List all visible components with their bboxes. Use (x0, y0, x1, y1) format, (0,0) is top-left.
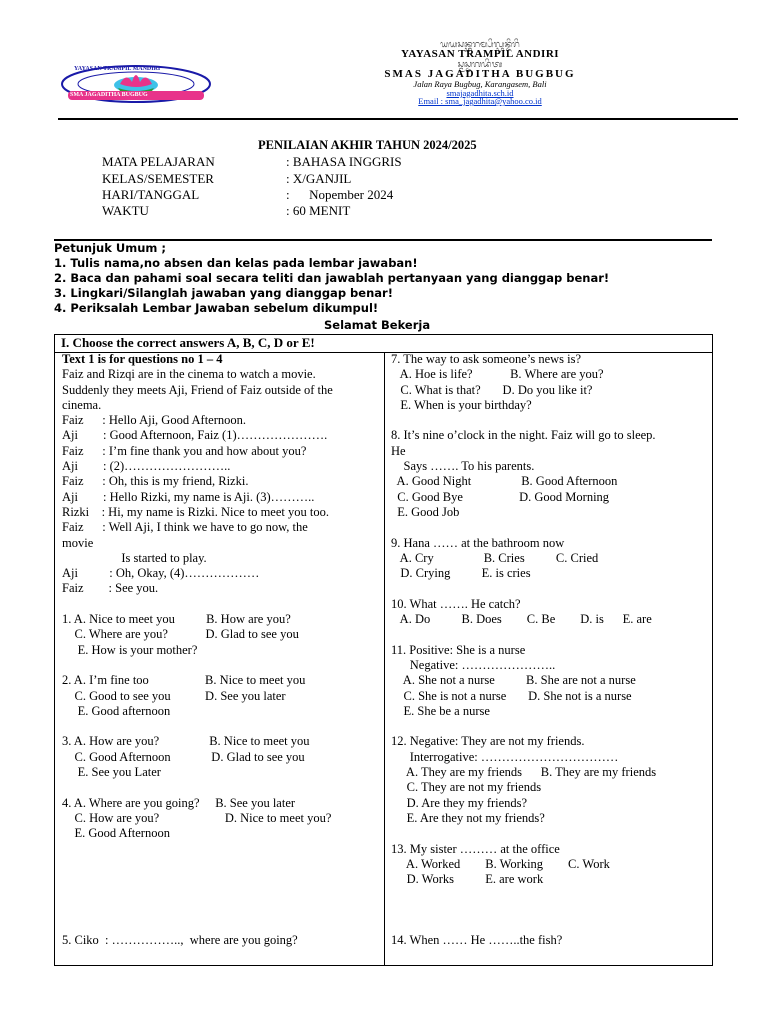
question-line: Aji : Oh, Okay, (4)……………… (62, 566, 260, 581)
question-line: A. Do B. Does C. Be D. is E. are (391, 612, 652, 627)
meta-value-class: : X/GANJIL (286, 171, 352, 186)
question-line: 7. The way to ask someone’s news is? (391, 352, 582, 366)
question-line: E. Good afternoon (62, 703, 171, 718)
question-line: D. Crying E. is cries (391, 566, 531, 581)
question-line (391, 887, 656, 902)
section-title: I. Choose the correct answers A, B, C, D or E! (61, 335, 315, 350)
question-line (62, 857, 333, 872)
instruction-item: 4. Periksalah Lembar Jawaban sebelum dikumpul! (54, 301, 379, 315)
closing-text: Selamat Bekerja (324, 318, 431, 332)
left-question-column (62, 352, 333, 949)
letterhead-foundation: YAYASAN TRAMPIL ANDIRI (400, 48, 560, 60)
question-line: Negative: ………………….. (391, 657, 556, 672)
question-line: 8. It’s nine o’clock in the night. Faiz will go to sleep. (391, 428, 656, 443)
meta-label-class: KELAS/SEMESTER (102, 171, 214, 186)
meta-label-date: HARI/TANGGAL (102, 187, 200, 202)
question-line: Rizki : Hi, my name is Rizki. Nice to meet you too. (62, 504, 329, 519)
question-line: C. Good to see you D. See you later (62, 688, 286, 703)
question-line (391, 413, 656, 428)
question-line: C. How are you? D. Nice to meet you? (62, 810, 332, 825)
question-line: Faiz : I’m fine thank you and how about you? (62, 443, 307, 458)
question-line: Aji : Hello Rizki, my name is Aji. (3)……….. (62, 489, 315, 504)
question-line (391, 918, 656, 933)
question-line (62, 903, 333, 918)
question-line: E. Good Job (391, 504, 460, 519)
question-line: Interrogative: …………………………… (391, 749, 619, 764)
exam-title: PENILAIAN AKHIR TAHUN 2024/2025 (258, 138, 477, 152)
instructions-heading: Petunjuk Umum ; (54, 241, 166, 255)
question-line: A. She not a nurse B. She are not a nurse (391, 673, 636, 688)
question-line: E. Are they not my friends? (391, 810, 545, 825)
question-line (391, 627, 656, 642)
meta-value-subject: : BAHASA INGGRIS (286, 154, 402, 169)
question-line: cinema. (62, 397, 102, 412)
letterhead-address: Jalan Raya Bugbug, Karangasem, Bali (413, 79, 547, 89)
column-divider (384, 353, 385, 966)
question-line: Suddenly they meets Aji, Friend of Faiz outside of the (62, 382, 333, 397)
meta-value-time: : 60 MENIT (286, 203, 351, 218)
letterhead-website[interactable]: smajagadhita.sch.id (446, 87, 514, 98)
question-line: Aji : (2)…………………….. (62, 459, 231, 474)
logo-bottom-text: SMA JAGADITHA BUGBUG (70, 92, 148, 98)
question-line: 13. My sister ……… at the office (391, 841, 560, 856)
question-line: 5. Ciko : …………….., where are you going? (62, 933, 298, 948)
question-line (62, 658, 333, 673)
question-line (391, 719, 656, 734)
question-line: A. Hoe is life? B. Where are you? (391, 367, 604, 382)
question-line: D. Works E. are work (391, 872, 544, 887)
question-line: He (391, 443, 406, 458)
question-line: C. They are not my friends (391, 780, 542, 795)
meta-label-subject: MATA PELAJARAN (102, 154, 215, 169)
question-line: 2. A. I’m fine too B. Nice to meet you (62, 673, 306, 688)
letterhead-balinese-line: ᬬᬬᬲᬦ᭄ᬢᬭᬫ᭄ᬧᬶᬮ᭄ᬳᬦ᭄ᬤᬶᬭᬶ (440, 39, 520, 49)
question-line: E. When is your birthday? (391, 397, 532, 412)
instruction-item: 3. Lingkari/Silanglah jawaban yang dianggap benar! (54, 286, 393, 300)
question-line: Text 1 is for questions no 1 – 4 (62, 352, 223, 366)
question-line: E. See you Later (62, 765, 161, 780)
question-line (391, 581, 656, 596)
question-line: C. Good Bye D. Good Morning (391, 489, 610, 504)
question-line: C. Where are you? D. Glad to see you (62, 627, 299, 642)
question-line (391, 826, 656, 841)
question-line (62, 597, 333, 612)
question-line: C. Good Afternoon D. Glad to see you (62, 749, 305, 764)
question-line: A. They are my friends B. They are my friends (391, 765, 657, 780)
question-line: 12. Negative: They are not my friends. (391, 734, 585, 749)
question-line: Says ……. To his parents. (391, 459, 535, 474)
letterhead-school: SMAS JAGADITHA BUGBUG (384, 68, 576, 80)
question-line (62, 842, 333, 857)
letterhead-email[interactable]: Email : sma_jagadhita@yahoo.co.id (418, 96, 542, 106)
question-line: Faiz : Oh, this is my friend, Rizki. (62, 474, 249, 489)
question-line: C. What is that? D. Do you like it? (391, 382, 593, 397)
meta-value-date: : Nopember 2024 (286, 187, 394, 202)
question-line: 14. When …… He ……..the fish? (391, 933, 563, 948)
meta-label-time: WAKTU (102, 203, 149, 218)
question-line (62, 887, 333, 902)
question-line (62, 918, 333, 933)
logo-top-text: YAYASAN TRAMPIL MANDIRI (74, 66, 161, 72)
question-line: C. She is not a nurse D. She not is a nurse (391, 688, 632, 703)
question-line: Faiz : See you. (62, 581, 159, 596)
right-question-column (391, 352, 656, 949)
question-line: 10. What ……. He catch? (391, 596, 521, 611)
instruction-item: 1. Tulis nama,no absen dan kelas pada lembar jawaban! (54, 256, 418, 270)
instruction-item: 2. Baca dan pahami soal secara teliti dan jawablah pertanyaan yang dianggap benar! (54, 271, 610, 285)
question-line: Aji : Good Afternoon, Faiz (1)…………………. (62, 428, 328, 443)
question-line: 1. A. Nice to meet you B. How are you? (62, 612, 291, 627)
question-line: A. Good Night B. Good Afternoon (391, 474, 618, 489)
letterhead-balinese-school: ᬲ᭄ᬫᬲ᭄ᬚᬕᬤᬶᬢ (457, 59, 503, 69)
question-line: D. Are they my friends? (391, 795, 528, 810)
question-line: 3. A. How are you? B. Nice to meet you (62, 734, 310, 749)
question-line: E. How is your mother? (62, 642, 198, 657)
question-line: Faiz : Well Aji, I think we have to go now, the (62, 520, 308, 535)
question-line (62, 872, 333, 887)
question-line (62, 719, 333, 734)
question-line (391, 903, 656, 918)
question-line: Faiz : Hello Aji, Good Afternoon. (62, 413, 247, 428)
question-line: 11. Positive: She is a nurse (391, 642, 526, 657)
question-line (391, 520, 656, 535)
question-line: 4. A. Where are you going? B. See you later (62, 795, 296, 810)
section-header (54, 334, 713, 353)
question-line: 9. Hana …… at the bathroom now (391, 535, 565, 550)
question-line: A. Cry B. Cries C. Cried (391, 550, 599, 565)
letterhead-divider (58, 118, 738, 120)
letterhead (220, 40, 740, 106)
question-line: E. Good Afternoon (62, 826, 170, 841)
question-line: movie (62, 535, 94, 550)
question-line: E. She be a nurse (391, 703, 490, 718)
question-line: Is started to play. (62, 550, 207, 565)
question-line: A. Worked B. Working C. Work (391, 856, 610, 871)
question-line: Faiz and Rizqi are in the cinema to watch a movie. (62, 367, 316, 382)
question-line (62, 780, 333, 795)
